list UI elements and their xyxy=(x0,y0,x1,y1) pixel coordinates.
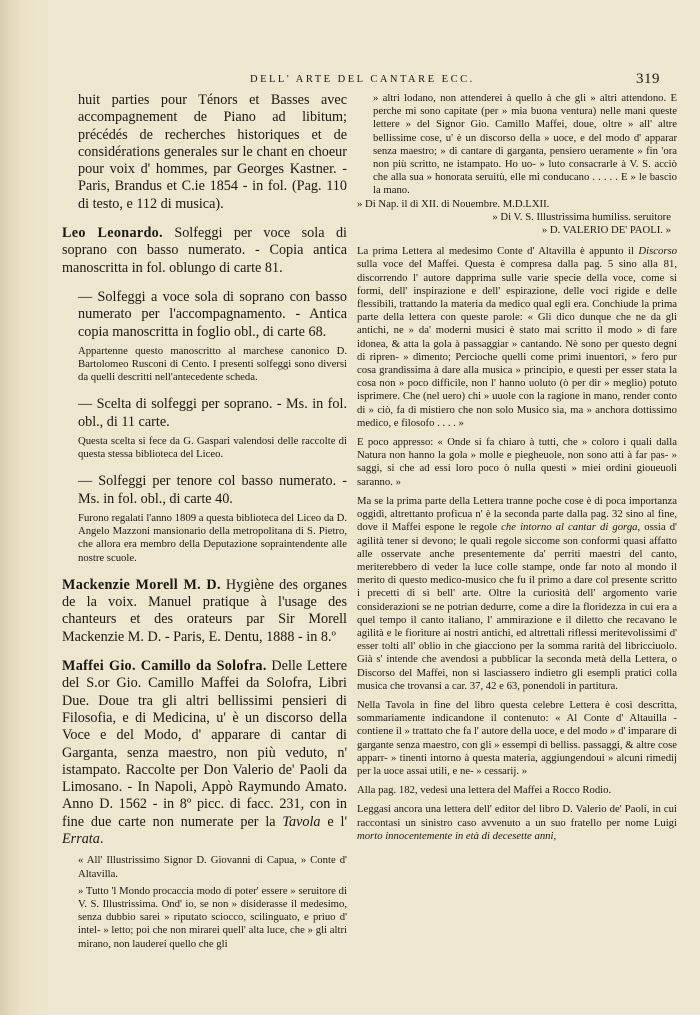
paragraph-text: Leggasi ancora una lettera dell' editor del libro D. Valerio de' Paoli, in cui raccontasi un sinistro caso avvenuto a un suo fratello per nome Luigi xyxy=(357,803,677,829)
entry-text: e l' xyxy=(320,813,347,830)
paragraph-text: , ossia d' agilità tener si devono; le quali regole siccome son conformi quasi affatto alle osservate anche presentemente da' perriti maestri del canto, meriterebbero di veder la luce colle stampe, onde far noto al mondo il merito di questo medico-musico che fu il primo a dare col presente scritto i precetti di sì bell' arte. Oltre la curiosità dell' argomento varie considerazioni se ne potrian dedurre, come a dire la floridezza in cui era a quel tempo il canto italiano, l' ammirazione e il diletto che recavano le agilità e le fioriture ai nostri antichi, ed altrettali riflessi meritevolissimi d' esser tolti all' oblio in che giacciono per la somma rarità del libricciuolo. Già s' intende che avendosi a pubblicar la seconda metà della Lettera, o Discorso del Maffei, non si lasciassero indietro gli esempli pratici colla musica che trovansi a car. 37, 42 e 63, ponendoli in partitura. xyxy=(357,521,677,692)
leo-leonardo-entry-2: — Solfeggi a voce sola di soprano con basso numerato per l'accompagnamento. - Antica copia manoscritta in foglio obl., di carte 68. xyxy=(78,288,347,340)
entry-author: Leo Leonardo. xyxy=(62,225,163,242)
commentary-paragraph: Alla pag. 182, vedesi una lettera del Maffei a Rocco Rodio. xyxy=(357,784,612,797)
commentary-paragraph: Nella Tavola in fine del libro questa celebre Lettera è così descritta, sommariamente indicandone il contenuto: « Al Conte d' Altauilla - contiene il » trattato che fa l' autore della uoce, e del modo » d' imparare di gargante senza maestro, con gli » essempi di belliss. passaggi, & altre cose apparr- » tinenti intorno à questa materia, aggiungendoui » alcuni rimedij per la uoce assai utili, e ne- » cessarij. » xyxy=(357,698,677,777)
page-number: 319 xyxy=(636,71,660,87)
leo-leonardo-entry xyxy=(62,225,347,277)
commentary-paragraph xyxy=(357,803,677,843)
leo-leonardo-entry-4: — Solfeggi per tenore col basso numerato. - Ms. in fol. obl., di carte 40. xyxy=(78,473,347,507)
kastner-entry-continuation: huit parties pour Ténors et Basses avec accompagnement de Piano ad libitum; précédés de recherches historiques et de considérations generales sur le chant en choeur pour voix d' hommes, par Georges Kastner. - Paris, Brandus et C.ie 1854 - in fol. (Pag. 110 di testo, e 112 di musica). xyxy=(78,92,347,212)
dedication-signature: » Di V. S. Illustrissima humiliss. seruitore xyxy=(492,210,671,223)
italic-term: Errata xyxy=(62,831,100,848)
dedication-signature-name: » D. VALERIO DE' PAOLI. » xyxy=(541,224,671,237)
entry-author: Maffei Gio. Camillo da Solofra. xyxy=(62,658,267,675)
entry-note: Questa scelta si fece da G. Gaspari valendosi delle raccolte di questa stessa biblioteca del Liceo. xyxy=(78,435,347,461)
leo-leonardo-entry-3: — Scelta di solfeggi per soprano. - Ms. in fol. obl., di 11 carte. xyxy=(78,396,347,430)
entry-note: Appartenne questo manoscritto al marchese canonico D. Bartolomeo Rusconi di Cento. I presenti solfeggi sono diversi da quelli descritti nell'antecedente scheda. xyxy=(78,344,347,384)
right-column xyxy=(357,92,677,1007)
entry-text: Hygiène des organes de la voix. Manuel pratique à l'usage des chanteurs et des orateurs par Sir Morell Mackenzie M. D. - Paris, E. Dentu, 1888 - in 8.º xyxy=(62,576,347,645)
italic-term: Tavola xyxy=(282,813,321,830)
commentary-paragraph xyxy=(357,245,677,430)
paragraph-text: La prima Lettera al medesimo Conte d' Altavilla è appunto il xyxy=(357,245,639,258)
italic-term: morto innocentemente in età di decesette anni, xyxy=(357,829,557,842)
entry-text: . xyxy=(99,831,104,848)
dedication-quote-continuation: » altri lodano, non attenderei à quello à che gli » altri attendono. E perche mi sono capitate (per » mia buona ventura) nelle mani queste lettere » del Signor Gio. Camillo Maffei, doue, oltre » all' altre bellissime cose, u' è un discorso della » uoce, e del modo d' apparar senza maestro; » di cantare di garganta, pensiero ueramente » fin 'ora non più scritto, ne istampato. Ho uo- » luto consacrarle à V. S. acciò che alla sua » honorata seruitù, elle mi conducano . . . . . E » le bascio la mano. xyxy=(373,92,677,197)
dedication-date: » Di Nap. il dì XII. di Nouembre. M.D.LXII. xyxy=(357,197,550,210)
entry-author: Mackenzie Morell M. D. xyxy=(62,576,221,593)
entry-text: Solfeggi per voce sola di soprano con basso numerato. - Copia antica manoscritta in fol. oblungo di carte 81. xyxy=(62,225,347,276)
page-header xyxy=(100,71,680,89)
dedication-quote: » Tutto 'l Mondo procaccia modo di poter' essere » seruitore di V. S. Illustrissima. Ond' io, se non » disiderasse il medesimo, senza dubbio sarei » riputato sciocco, scilinguato, e priuo d' intel- » letto; poi che non mirarei quell' alta luce, che » gli altri mirano, non lauderei quello che gli xyxy=(78,884,347,950)
commentary-paragraph xyxy=(357,495,677,693)
italic-term: che intorno al cantar di gorga xyxy=(501,521,638,534)
maffei-entry xyxy=(62,658,347,848)
running-title: DELL' ARTE DEL CANTARE ECC. xyxy=(250,74,475,85)
entry-note: Furono regalati l'anno 1809 a questa biblioteca del Liceo da D. Angelo Mazzoni mansionario della metropolitana di S. Pietro, che allora era membro della Deputazione sopraintendente alle nostre scuole. xyxy=(78,512,347,564)
mackenzie-entry xyxy=(62,577,347,646)
paragraph-text: sulla voce del Maffei. Questa è compresa dalla pag. 5 sino alla 81, discorrendo l' autore dapprima sulle varie specie della voce, come si formi, dell' inspirazione e dell' espirazione, delle voci rigide e delle flessibili, trattando la materia da medico qual egli era. Conchiude la prima parte della lettera con queste parole: « Gli dico dunque che ne da gli antichi, ne » da' moderni musici è stato mai scritto il modo » di fare idonea, & atta la gola à passaggiar » cantando. Nè sono per questo degni di ripren- » dimento; Percioche quelli come primi inuentori, » fero pur cosa grandissima à dare alla musica » principio, e questi per esser stata la cosa non » poco difficile, non l' hanno uoluto (ò per dir » meglio) potuto isprimere. Che (nel uero) chi » uuole con la ragione in mano, render conto di » ciò, fa di mistiero che non solo Musico sia, ma » anchora dottissimo medico, e filosofo . . . . » xyxy=(357,258,677,429)
italic-term: Discorso xyxy=(638,245,677,258)
commentary-paragraph: E poco appresso: « Onde si fa chiaro à tutti, che » coloro i quali dalla Natura non hanno la gola » molle e piegheuole, non sono atti à far pas- » saggi, si che ad essi loro poco ò nulla questi » miei ordini gioueuoli saranno. » xyxy=(357,436,677,488)
entry-text: Delle Lettere del S.or Gio. Camillo Maffei da Solofra, Libri Due. Doue tra gli altri bellissimi pensieri di Filosofia, e di Medicina, u' è un discorso della Voce e del Modo, d' apparare di cantar di Garganta, senza maestro, non più veduto, n' istampato. Raccolte per Don Valerio de' Paoli da Limosano. - In Napoli, Appò Raymundo Amato. Anno D. 1562 - in 8º picc. di facc. 231, con in fine due carte non numerate per la xyxy=(62,658,347,830)
paragraph-text: Ma se la prima parte della Lettera tranne poche cose è di poca importanza oggidì, altrettanto proficua n' è la seconda parte dalla pag. 32 sino al fine, dove il Maffei espone le regole xyxy=(357,494,677,534)
dedication-address: « All' Illustrissimo Signor D. Giovanni di Capua, » Conte d' Altavilla. xyxy=(78,854,347,880)
left-column xyxy=(62,92,347,1007)
